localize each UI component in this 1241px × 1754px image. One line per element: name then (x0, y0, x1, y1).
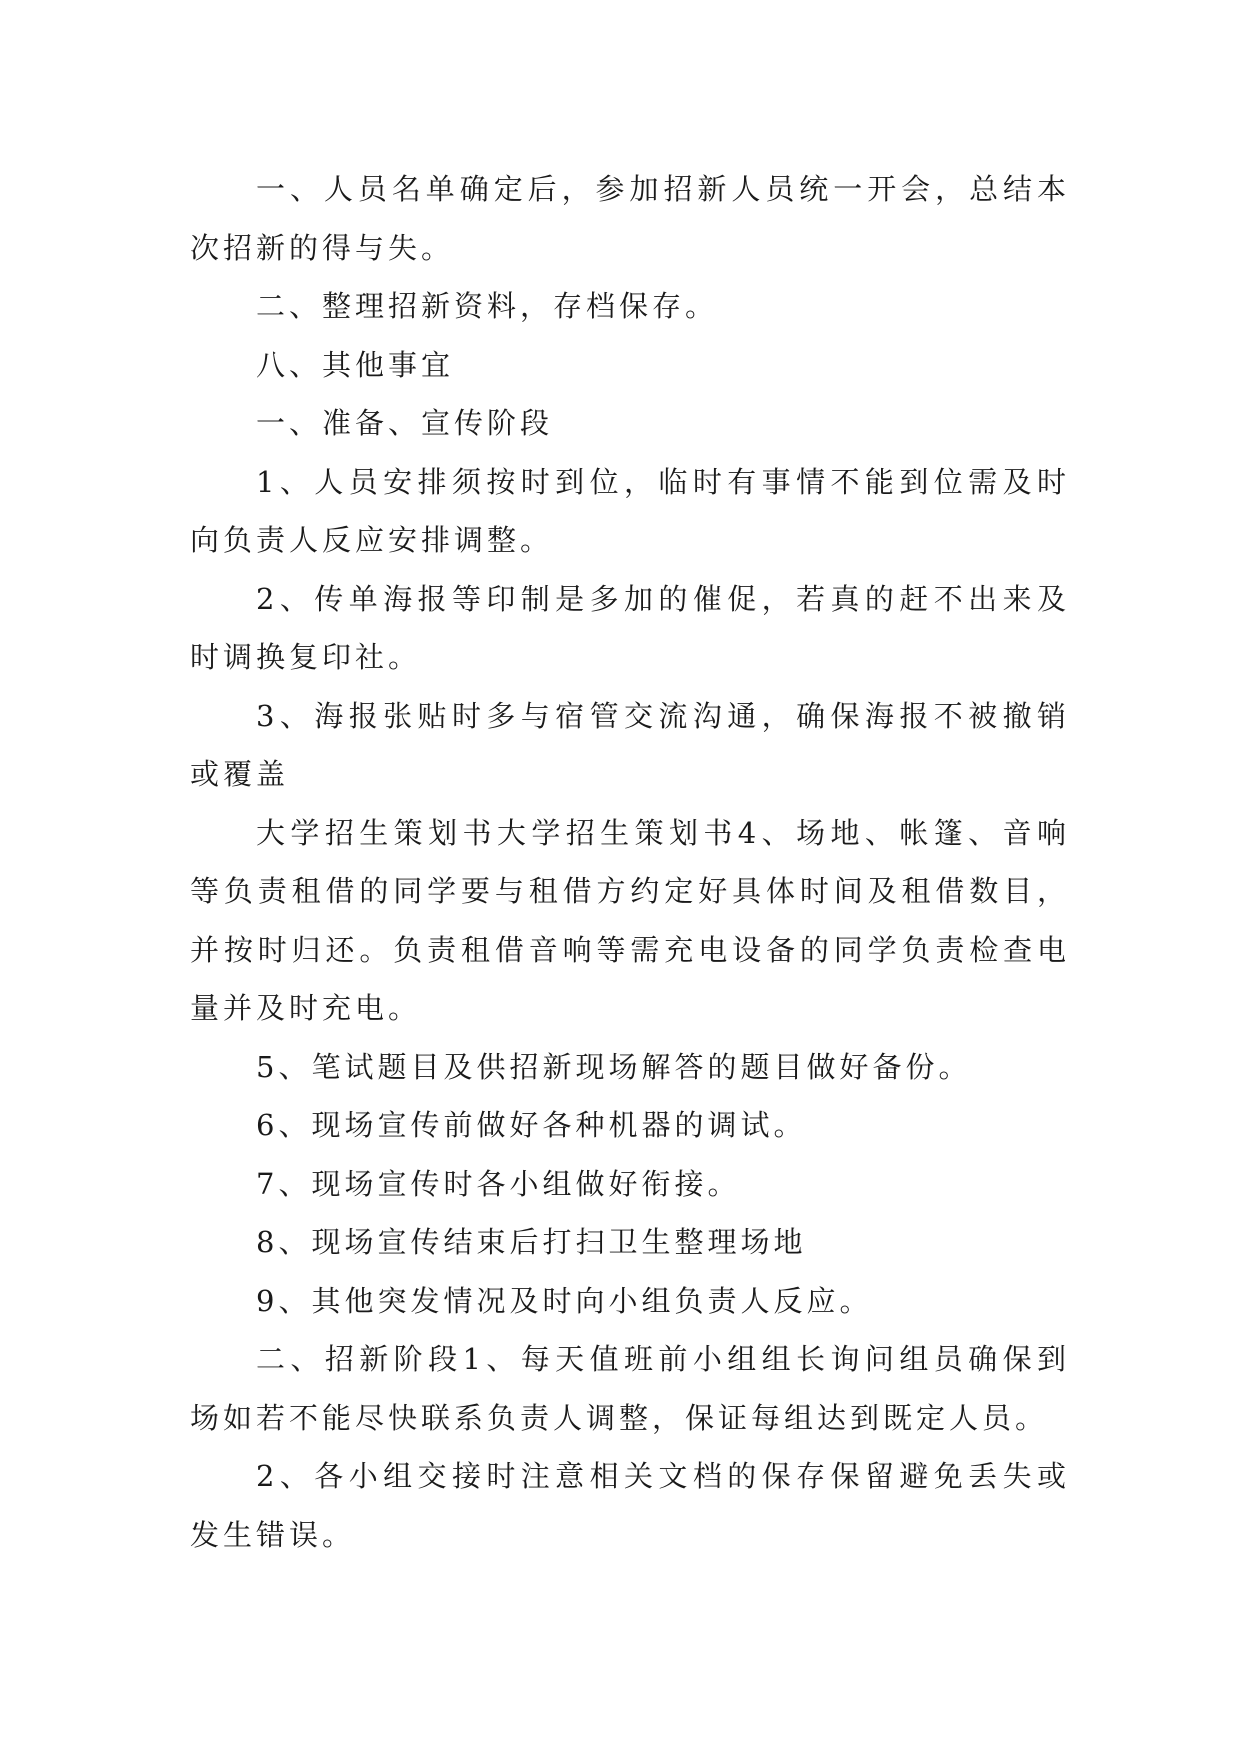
section-heading-other-matters: 八、其他事宜 (256, 347, 455, 382)
paragraph-6: 2、传单海报等印制是多加的催促，若真的赶不出来及时调换复印社。 (190, 581, 1070, 674)
paragraph-15: 2、各小组交接时注意相关文档的保存保留避免丢失或发生错误。 (190, 1459, 1070, 1552)
paragraph-1: 一、人员名单确定后，参加招新人员统一开会，总结本次招新的得与失。 (190, 172, 1070, 265)
document-body (190, 160, 1070, 1564)
paragraph-11: 7、现场宣传时各小组做好衔接。 (256, 1166, 741, 1201)
paragraph-2: 二、整理招新资料，存档保存。 (256, 289, 719, 323)
subsection-heading-preparation: 一、准备、宣传阶段 (256, 406, 554, 440)
paragraph-12: 8、现场宣传结束后打扫卫生整理场地 (256, 1225, 807, 1259)
paragraph-9: 5、笔试题目及供招新现场解答的题目做好备份。 (256, 1049, 972, 1084)
paragraph-7: 3、海报张贴时多与宿管交流沟通，确保海报不被撤销或覆盖 (190, 698, 1070, 791)
paragraph-14: 二、招新阶段1、每天值班前小组组长询问组员确保到场如若不能尽快联系负责人调整，保证每组达到既定人员。 (190, 1342, 1070, 1435)
paragraph-8: 大学招生策划书大学招生策划书4、场地、帐篷、音响等负责租借的同学要与租借方约定好具体时间及租借数目，并按时归还。负责租借音响等需充电设备的同学负责检查电量并及时充电。 (190, 815, 1070, 1025)
paragraph-13: 9、其他突发情况及时向小组负责人反应。 (256, 1283, 873, 1318)
paragraph-5: 1、人员安排须按时到位，临时有事情不能到位需及时向负责人反应安排调整。 (190, 464, 1070, 557)
paragraph-10: 6、现场宣传前做好各种机器的调试。 (256, 1108, 807, 1142)
